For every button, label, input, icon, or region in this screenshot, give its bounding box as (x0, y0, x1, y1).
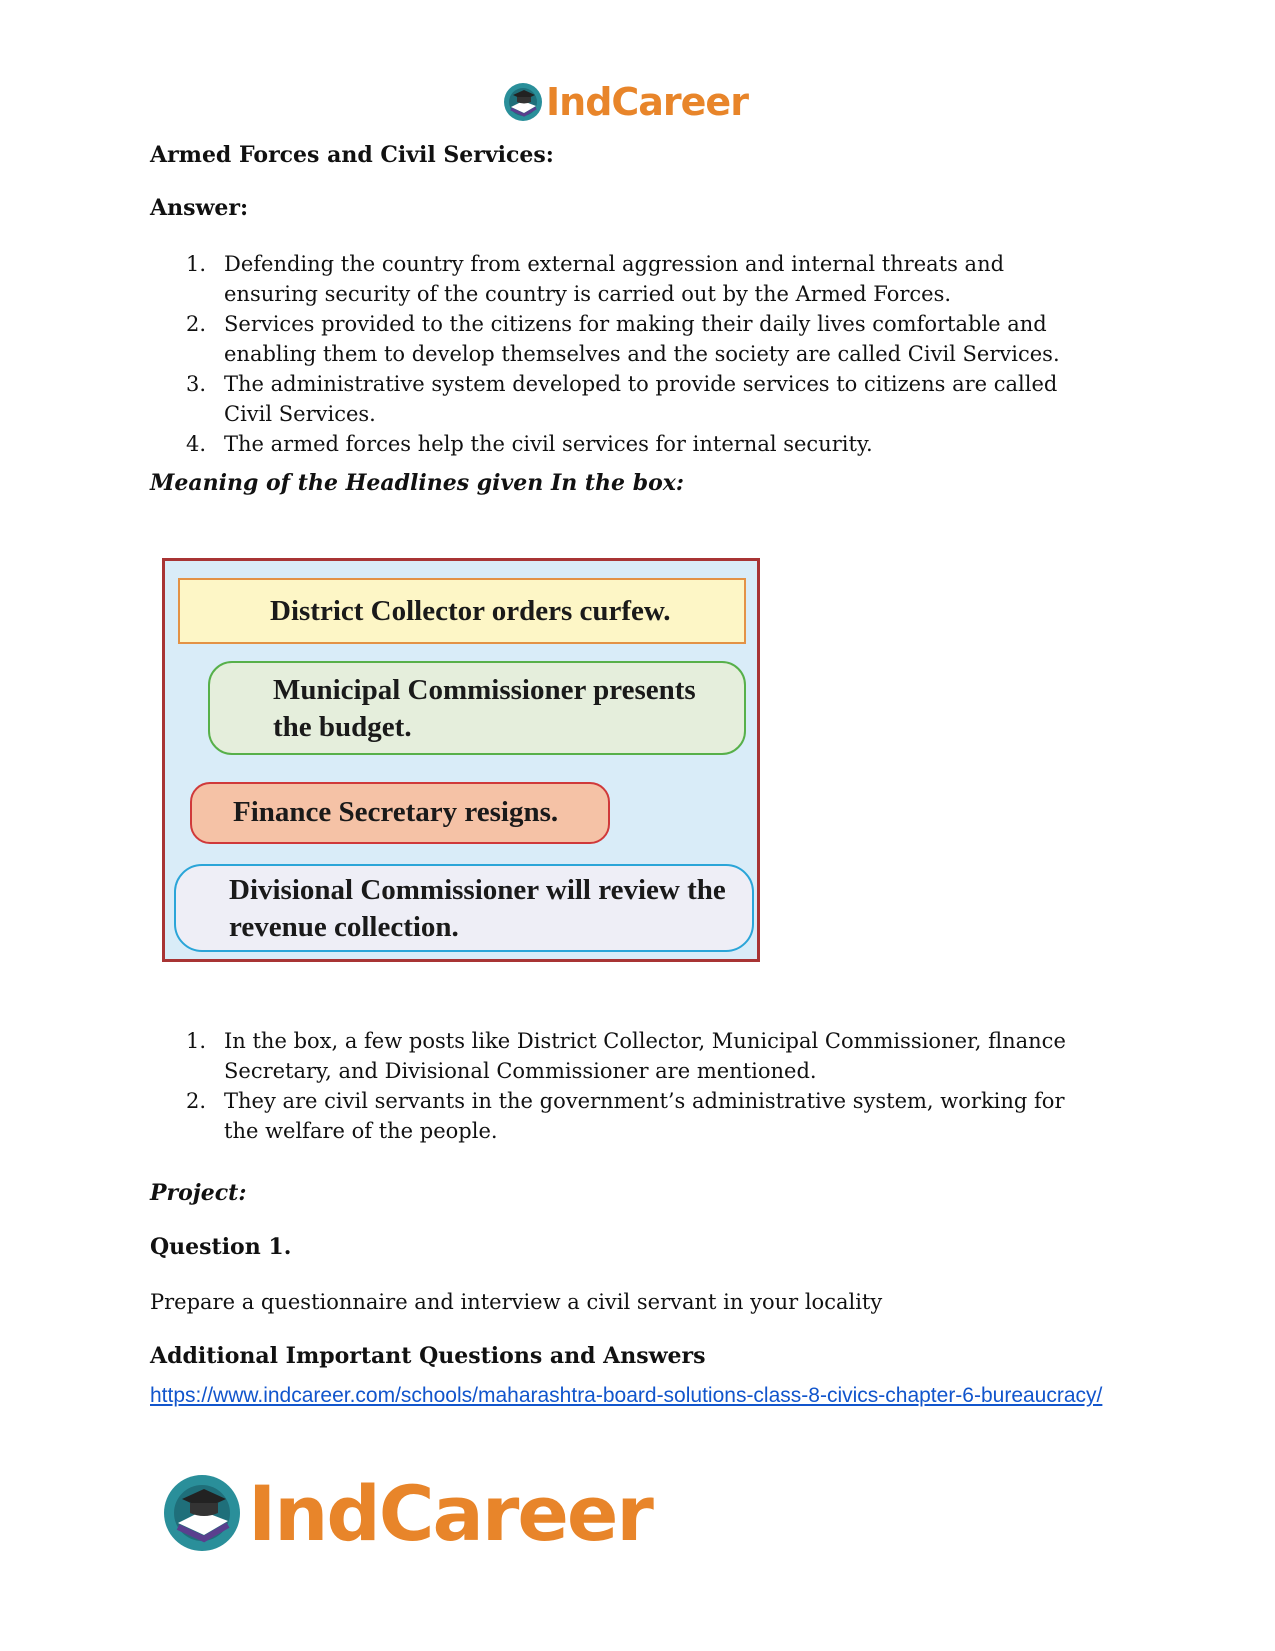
headlines-answer-list (150, 1026, 1100, 1146)
list-item: 2. They are civil servants in the government’s administrative system, working for the welfare of the people. (186, 1089, 1065, 1143)
project-heading: Project: (150, 1180, 247, 1206)
graduation-cap-book-icon (502, 81, 544, 123)
question-text: Prepare a questionnaire and interview a civil servant in your locality (150, 1290, 883, 1314)
graduation-cap-book-icon (160, 1471, 244, 1555)
armed-forces-answer-list (150, 249, 1100, 459)
headline-box-finance-secretary: Finance Secretary resigns. (190, 782, 610, 844)
list-item: 1. Defending the country from external aggression and internal threats and ensuring security of the country is carried out by the Armed Forces. (186, 252, 1005, 306)
list-item: 3. The administrative system developed to provide services to citizens are called Civil Services. (186, 372, 1058, 426)
additional-questions-heading: Additional Important Questions and Answers (150, 1343, 706, 1369)
headlines-figure (162, 558, 760, 962)
section-heading-armed-forces: Armed Forces and Civil Services: (150, 142, 554, 168)
headline-box-municipal-commissioner: Municipal Commissioner presents the budget. (208, 661, 746, 755)
answer-label: Answer: (150, 195, 249, 221)
headline-box-district-collector: District Collector orders curfew. (178, 578, 746, 644)
indcareer-logo-top (502, 78, 748, 126)
list-item: 2. Services provided to the citizens for making their daily lives comfortable and enabling them to develop themselves and the society are called Civil Services. (186, 312, 1060, 366)
section-heading-headlines: Meaning of the Headlines given In the box: (150, 470, 685, 496)
logo-text: IndCareer (546, 80, 748, 124)
list-item: 1. In the box, a few posts like District Collector, Municipal Commissioner, flnance Secretary, and Divisional Commissioner are mentioned. (186, 1029, 1066, 1083)
indcareer-logo-bottom (160, 1468, 652, 1558)
question-label: Question 1. (150, 1234, 292, 1260)
headline-box-divisional-commissioner: Divisional Commissioner will review the revenue collection. (174, 864, 754, 952)
logo-text: IndCareer (248, 1468, 652, 1558)
additional-questions-link[interactable]: https://www.indcareer.com/schools/maharashtra-board-solutions-class-8-civics-chapter-6-bureaucracy/ (150, 1384, 1103, 1407)
list-item: 4. The armed forces help the civil services for internal security. (186, 432, 873, 456)
